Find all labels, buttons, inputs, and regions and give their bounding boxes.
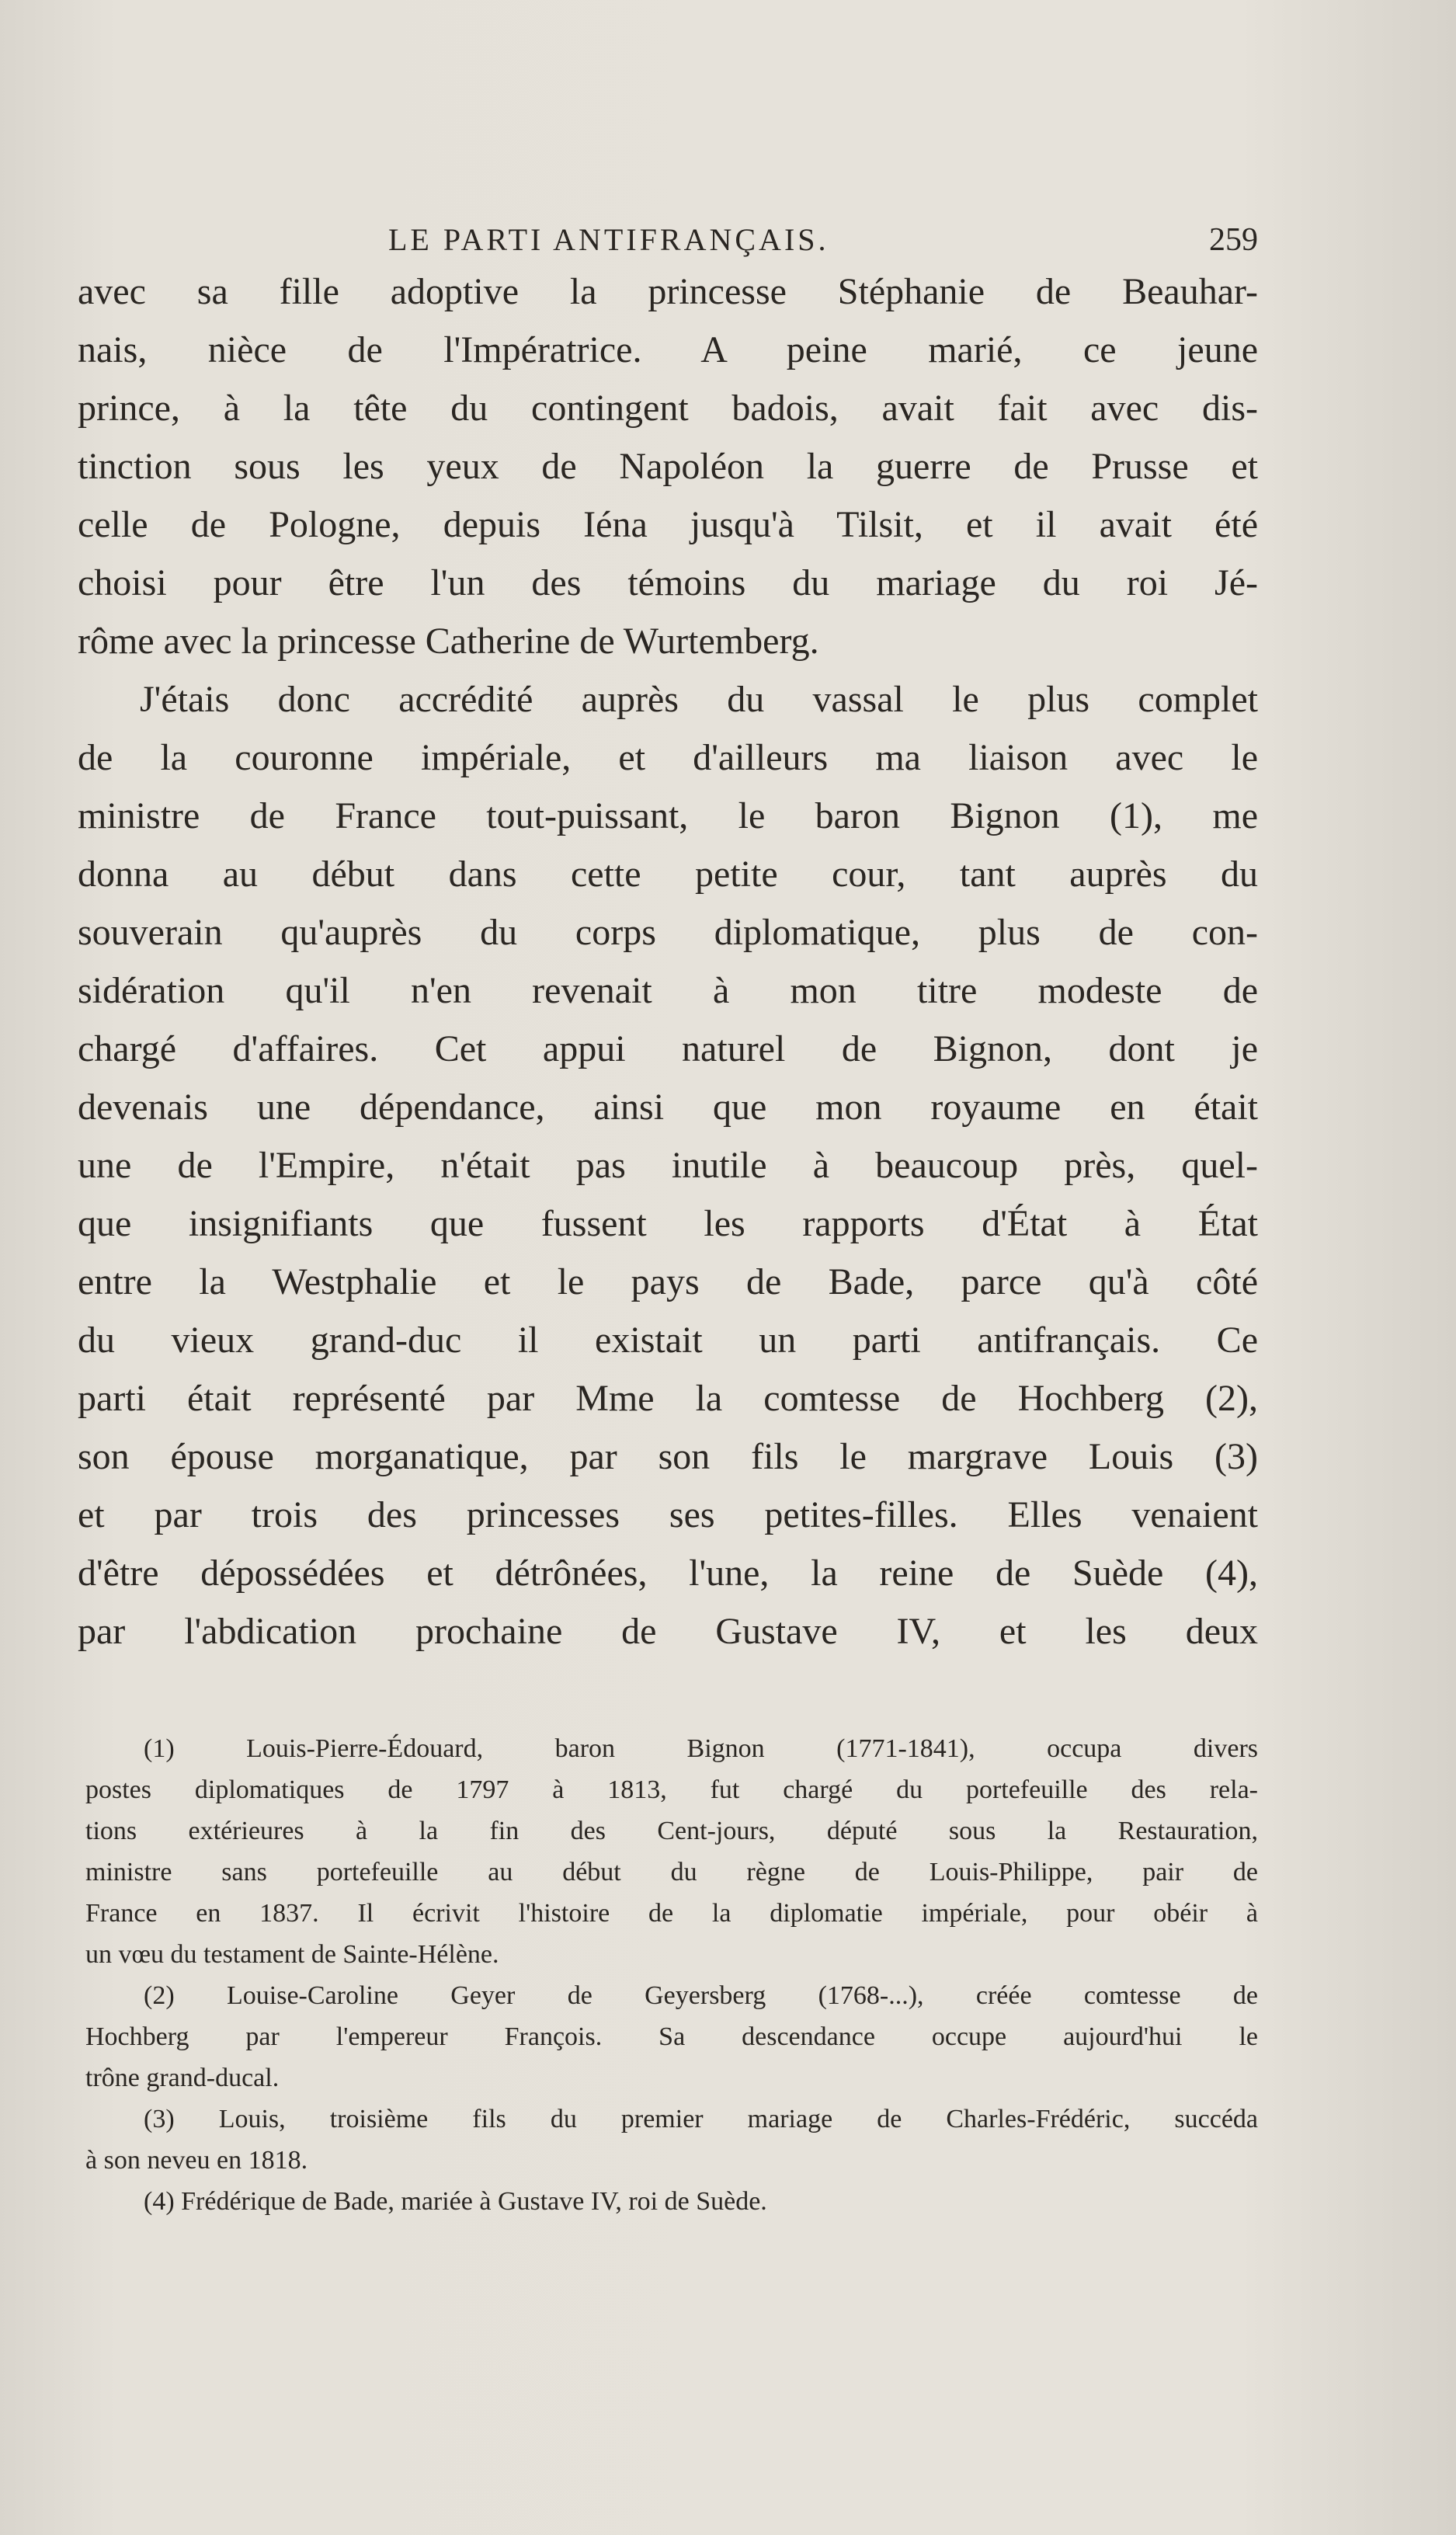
text-line: parti était représenté par Mme la comtesse de Hochberg (2), xyxy=(78,1378,1258,1419)
footnote-line: tions extérieures à la fin des Cent-jours, député sous la Restauration, xyxy=(85,1817,1258,1845)
text-line: donna au début dans cette petite cour, tant auprès du xyxy=(78,854,1258,895)
text-line: que insignifiants que fussent les rapports d'État à État xyxy=(78,1203,1258,1244)
footnote-line: postes diplomatiques de 1797 à 1813, fut chargé du portefeuille des rela- xyxy=(85,1775,1258,1804)
text-line: sidération qu'il n'en revenait à mon titre modeste de xyxy=(78,970,1258,1011)
text-line: et par trois des princesses ses petites-filles. Elles venaient xyxy=(78,1494,1258,1535)
footnote-line: (2) Louise-Caroline Geyer de Geyersberg (1768-...), créée comtesse de xyxy=(144,1981,1258,2010)
text-line: une de l'Empire, n'était pas inutile à beaucoup près, quel- xyxy=(78,1145,1258,1186)
footnote-line: (1) Louis-Pierre-Édouard, baron Bignon (1771-1841), occupa divers xyxy=(144,1734,1258,1763)
text-line: son épouse morganatique, par son fils le margrave Louis (3) xyxy=(78,1436,1258,1477)
text-line: nais, nièce de l'Impératrice. A peine marié, ce jeune xyxy=(78,329,1258,370)
text-line: J'étais donc accrédité auprès du vassal le plus complet xyxy=(140,679,1258,720)
text-line: choisi pour être l'un des témoins du mariage du roi Jé- xyxy=(78,562,1258,603)
footnote-line: (4) Frédérique de Bade, mariée à Gustave IV, roi de Suède. xyxy=(144,2187,767,2216)
text-line: tinction sous les yeux de Napoléon la guerre de Prusse et xyxy=(78,446,1258,487)
text-line: prince, à la tête du contingent badois, avait fait avec dis- xyxy=(78,388,1258,429)
text-line: d'être dépossédées et détrônées, l'une, la reine de Suède (4), xyxy=(78,1553,1258,1594)
text-line: souverain qu'auprès du corps diplomatique, plus de con- xyxy=(78,912,1258,953)
text-line: du vieux grand-duc il existait un parti antifrançais. Ce xyxy=(78,1320,1258,1361)
text-line: celle de Pologne, depuis Iéna jusqu'à Tilsit, et il avait été xyxy=(78,504,1258,545)
footnote-line: à son neveu en 1818. xyxy=(85,2146,308,2175)
footnotes xyxy=(85,1728,1258,2222)
text-line: rôme avec la princesse Catherine de Wurtemberg. xyxy=(78,621,819,662)
body-text xyxy=(78,263,1258,1660)
footnote-line: France en 1837. Il écrivit l'histoire de la diplomatie impériale, pour obéir à xyxy=(85,1899,1258,1928)
text-line: par l'abdication prochaine de Gustave IV, et les deux xyxy=(78,1611,1258,1652)
footnote-line: (3) Louis, troisième fils du premier mariage de Charles-Frédéric, succéda xyxy=(144,2105,1258,2133)
text-line: entre la Westphalie et le pays de Bade, parce qu'à côté xyxy=(78,1261,1258,1302)
text-line: avec sa fille adoptive la princesse Stéphanie de Beauhar- xyxy=(78,271,1258,312)
page-header xyxy=(78,221,1258,268)
text-line: devenais une dépendance, ainsi que mon royaume en était xyxy=(78,1087,1258,1128)
text-line: de la couronne impériale, et d'ailleurs ma liaison avec le xyxy=(78,737,1258,778)
text-line: ministre de France tout-puissant, le baron Bignon (1), me xyxy=(78,795,1258,836)
footnote-line: ministre sans portefeuille au début du règne de Louis-Philippe, pair de xyxy=(85,1858,1258,1886)
text-line: chargé d'affaires. Cet appui naturel de Bignon, dont je xyxy=(78,1028,1258,1069)
running-title: LE PARTI ANTIFRANÇAIS. xyxy=(388,222,829,257)
footnote-line: un vœu du testament de Sainte-Hélène. xyxy=(85,1940,499,1969)
footnote-line: Hochberg par l'empereur François. Sa descendance occupe aujourd'hui le xyxy=(85,2022,1258,2051)
footnote-line: trône grand-ducal. xyxy=(85,2064,280,2092)
page-number: 259 xyxy=(1209,222,1258,258)
